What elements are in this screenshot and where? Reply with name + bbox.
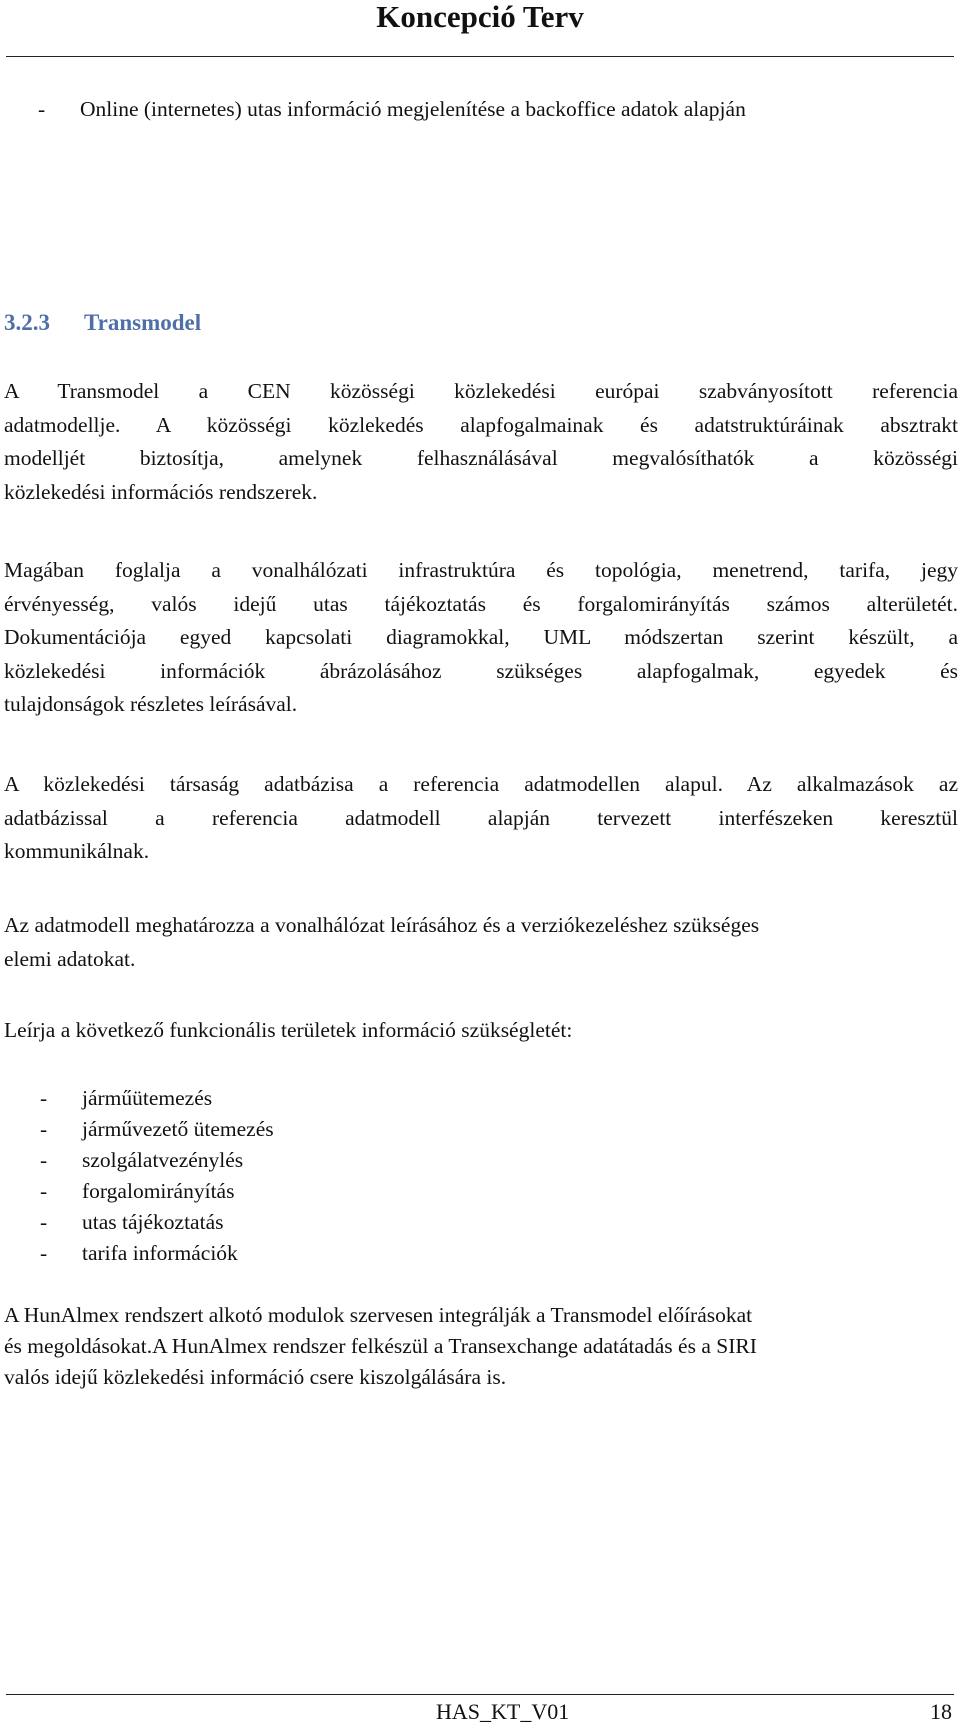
list-dash: - [40,1117,48,1141]
list-item [40,1083,212,1114]
list-dash: - [40,1086,48,1110]
list-dash: - [40,1241,48,1265]
section-title: Transmodel [84,310,202,335]
list-item [40,1238,238,1269]
page-number: 18 [930,1699,952,1724]
paragraph-line: kommunikálnak. [4,839,150,863]
paragraph-6 [4,1300,958,1393]
list-item [40,1176,234,1207]
list-dash: - [38,97,46,121]
page-header-title: Koncepció Terv [376,0,584,34]
list-item-text: utas tájékoztatás [82,1210,224,1234]
paragraph-line: tulajdonságok részletes leírásával. [4,692,298,716]
paragraph-4 [4,909,958,976]
paragraph-line: modelljét biztosítja, amelynek felhasználásával megvalósíthatók a közösségi [4,446,958,470]
list-item-text: szolgálatvezénylés [82,1148,244,1172]
paragraph-line: adatbázissal a referencia adatmodell alapján tervezett interfészeken keresztül [4,805,958,830]
paragraph-line: valós idejű közlekedési információ csere kiszolgálására is. [4,1365,507,1389]
paragraph-2 [4,554,958,722]
paragraph-1 [4,375,958,509]
footer-divider [6,1694,954,1695]
list-item-text: járművezető ütemezés [82,1117,274,1141]
intro-list-item [38,94,746,125]
paragraph-line: és megoldásokat.A HunAlmex rendszer felkészül a Transexchange adatátadás és a SIRI [4,1334,757,1358]
paragraph-line: A közlekedési társaság adatbázisa a referencia adatmodellen alapul. Az alkalmazások az [4,772,958,796]
paragraph-line: A HunAlmex rendszert alkotó modulok szervesen integrálják a Transmodel előírásokat [4,1303,753,1327]
paragraph-5 [4,1014,958,1048]
list-dash: - [40,1179,48,1203]
paragraph-line: Leírja a következő funkcionális területek információ szükségletét: [4,1018,573,1042]
header-divider [6,56,954,57]
list-dash: - [40,1148,48,1172]
paragraph-line: Magában foglalja a vonalhálózati infrastruktúra és topológia, menetrend, tarifa, jegy [4,558,958,582]
list-item [40,1207,223,1238]
list-item [40,1145,243,1176]
list-dash: - [40,1210,48,1234]
paragraph-3 [4,768,958,869]
paragraph-line: A Transmodel a CEN közösségi közlekedési európai szabványosított referencia [4,379,958,403]
paragraph-line: Dokumentációja egyed kapcsolati diagramokkal, UML módszertan szerint készült, a [4,625,958,649]
section-number: 3.2.3 [4,310,50,335]
section-heading [4,310,201,336]
intro-list-text: Online (internetes) utas információ megjelenítése a backoffice adatok alapján [80,97,746,121]
paragraph-line: Az adatmodell meghatározza a vonalhálózat leírásához és a verziókezeléshez szükséges [4,913,760,937]
list-item-text: tarifa információk [82,1241,238,1265]
paragraph-line: közlekedési információs rendszerek. [4,479,318,504]
document-code: HAS_KT_V01 [436,1699,570,1724]
paragraph-line: adatmodellje. A közösségi közlekedés alapfogalmainak és adatstruktúráinak absztrakt [4,412,958,437]
list-item-text: járműütemezés [82,1086,213,1110]
paragraph-line: közlekedési információk ábrázolásához szükséges alapfogalmak, egyedek és [4,658,958,683]
list-item [40,1114,274,1145]
list-item-text: forgalomirányítás [82,1179,235,1203]
paragraph-line: érvényesség, valós idejű utas tájékoztatás és forgalomirányítás számos alterületét. [4,591,958,616]
paragraph-line: elemi adatokat. [4,946,136,971]
